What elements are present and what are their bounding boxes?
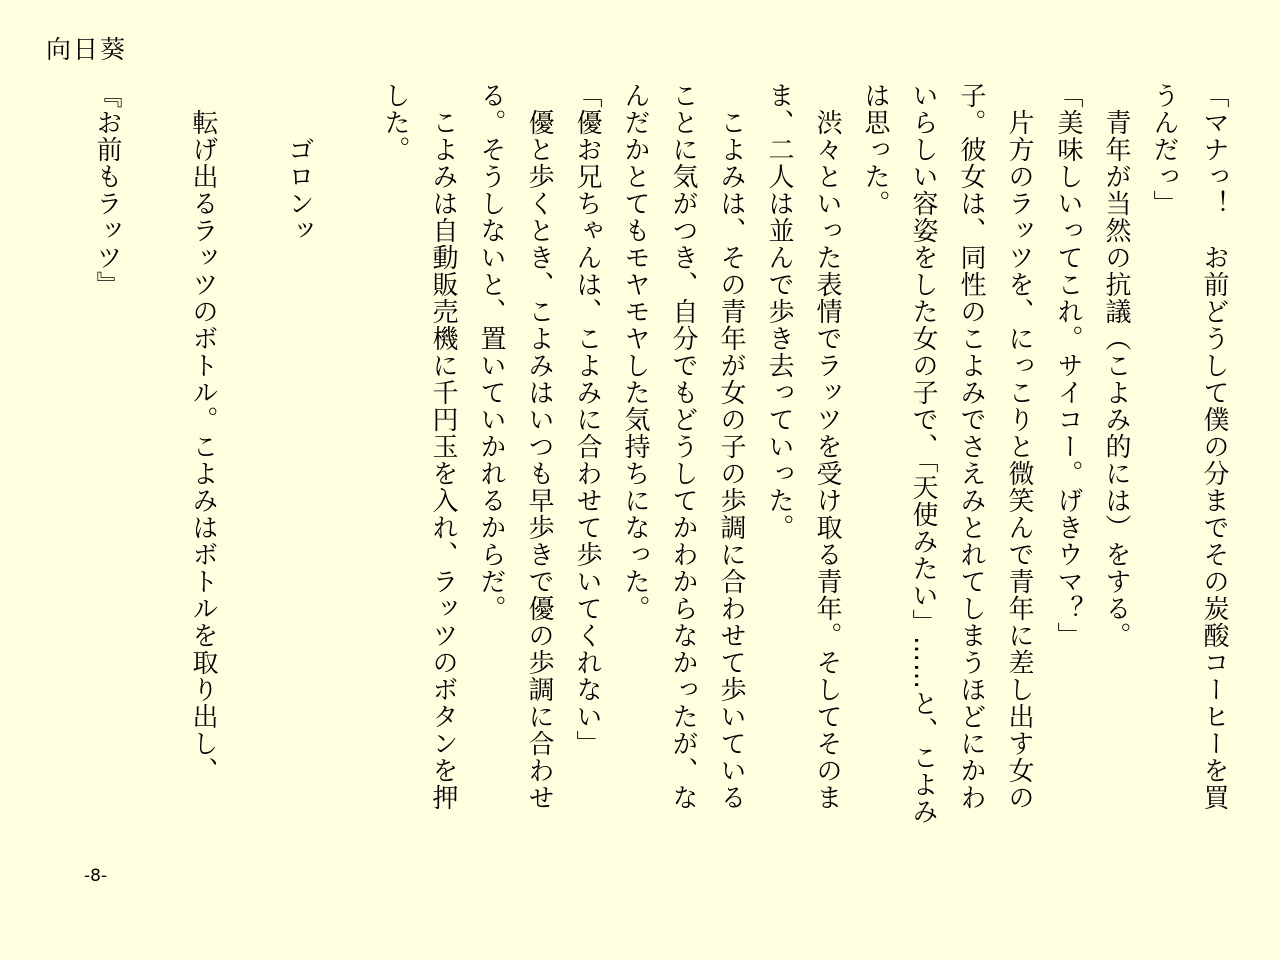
text-line	[136, 82, 174, 922]
text-line: 「優お兄ちゃんは、こよみに合わせて歩いてくれない」	[572, 82, 602, 757]
text-line: こよみは、その青年が女の子の歩調に合わせて歩いている	[716, 82, 746, 811]
text-line: る。そうしないと、置いていかれるからだ。	[476, 82, 506, 622]
text-line: こよみは自動販売機に千円玉を入れ、ラッツのボタンを押	[428, 82, 458, 811]
text-line: いらしい容姿をした女の子で、「天使みたい」……と、こよみ	[908, 82, 938, 825]
text-line	[232, 82, 270, 922]
text-line: ま、二人は並んで歩き去っていった。	[764, 82, 794, 541]
text-line-content: 「美味しいってこれ。サイコー。げきウマ？」	[1053, 82, 1083, 649]
text-line	[328, 82, 366, 922]
text-line: ことに気がつき、自分でもどうしてかわからなかったが、な	[668, 82, 698, 811]
text-line	[1049, 82, 1087, 922]
text-line: 優と歩くとき、こよみはいつも早歩きで優の歩調に合わせ	[524, 82, 554, 811]
header-title: 向日葵	[46, 35, 128, 64]
text-line: 子。彼女は、同性のこよみでさえみとれてしまうほどにかわ	[956, 82, 986, 811]
text-line: 転げ出るラッツのボトル。こよみはボトルを取り出し、	[188, 82, 218, 784]
text-line: した。	[380, 82, 410, 163]
page-number: -8-	[84, 866, 108, 886]
text-line: 青年が当然の抗議（こよみ的には）をする。	[1101, 82, 1131, 649]
text-line: 「マナっ！ お前どうして僕の分までその炭酸コーヒーを買	[1199, 82, 1229, 811]
text-line: んだかとてもモヤモヤした気持ちになった。	[620, 82, 650, 622]
text-line: 渋々といった表情でラッツを受け取る青年。そしてそのま	[812, 82, 842, 811]
text-line: 片方のラッツを、にっこりと微笑んで青年に差し出す女の	[1004, 82, 1034, 811]
text-line: は思った。	[860, 82, 890, 217]
text-line: 『お前もラッツ』	[92, 82, 122, 298]
text-line: うんだっ」	[1149, 82, 1179, 217]
ruby-annotation	[850, 106, 1280, 150]
text-line: ゴロンッ	[284, 82, 314, 244]
